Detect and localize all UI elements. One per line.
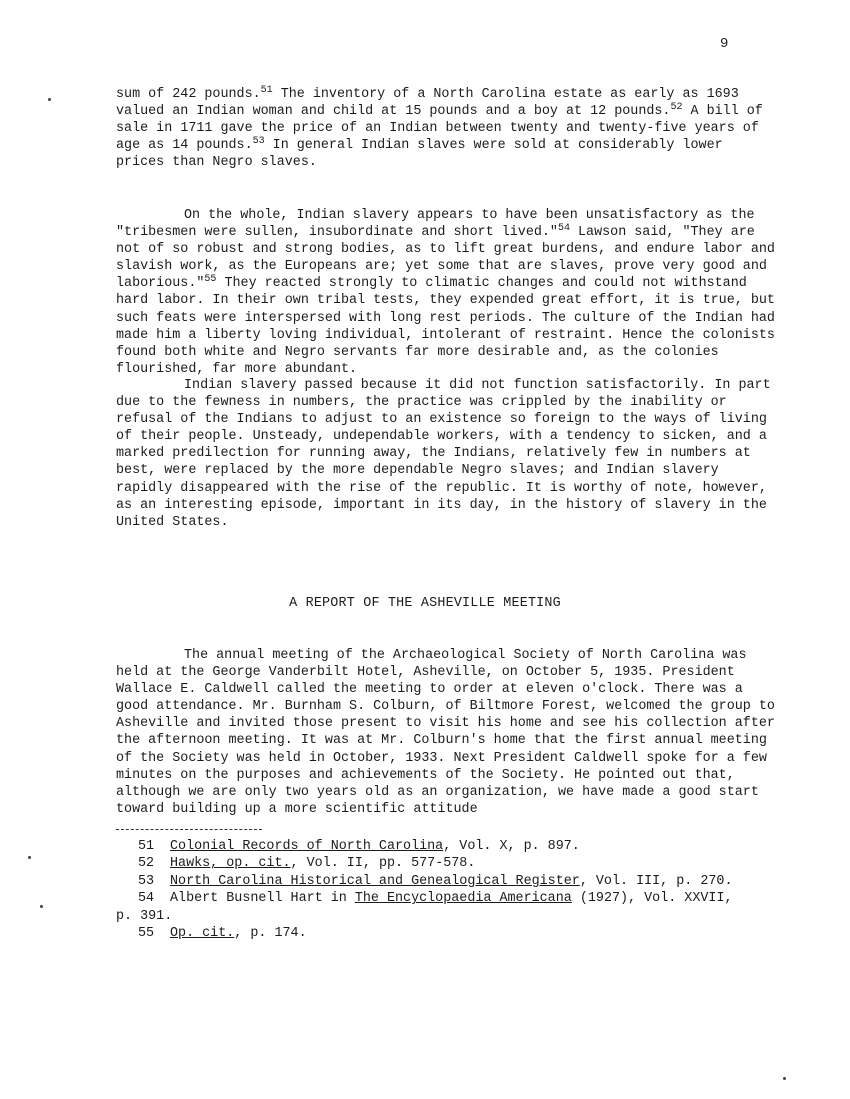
footnote-52 <box>116 855 776 872</box>
paragraph-2 <box>116 207 776 378</box>
footnote-ref-53: 53 <box>252 136 265 148</box>
footnote-rest: , p. 174. <box>234 926 307 942</box>
footnote-ref-54: 54 <box>557 223 570 235</box>
footnote-rest: , Vol. II, pp. 577-578. <box>290 856 476 872</box>
footnote-number: 53 <box>138 873 155 889</box>
footnote-number: 51 <box>138 839 155 854</box>
scan-speck <box>28 856 31 859</box>
footnote-title: Op. cit. <box>170 926 235 942</box>
paragraph-3 <box>116 377 776 531</box>
footnote-54 <box>116 890 776 907</box>
paragraph-2-text-b: Lawson said, "They are not of so robust and strong bodies, as to lift great burdens, and endure labor and slavish work, as the Europeans are; yet some that are slaves, prove very good and laborious." <box>116 225 775 292</box>
footnote-title: The Encyclopaedia Americana <box>354 891 572 907</box>
paragraph-1-text-d: In general Indian slaves were sold at considerably lower prices than Negro slaves. <box>116 138 723 171</box>
footnote-51 <box>116 838 776 855</box>
footnote-54-continued: p. 391. <box>116 908 173 924</box>
scan-speck <box>40 905 43 908</box>
paragraph-2-text-a: On the whole, Indian slavery appears to have been unsatisfactory as the "tribesmen were sullen, insubordinate and short lived." <box>116 208 755 241</box>
scan-speck <box>48 98 51 101</box>
footnote-title: Colonial Records of North Carolina <box>170 839 444 854</box>
paragraph-1-text-a: sum of 242 pounds. <box>116 87 261 102</box>
footnote-rest: , Vol. X, p. 897. <box>443 839 580 854</box>
paragraph-2-text-c: They reacted strongly to climatic changes and could not withstand hard labor. In their own tribal tests, they expended great effort, it is true, but such feats were interspersed with long rest periods. The culture of the Indian had made him a liberty loving individual, intolerant of restraint. Hence the colonists found both white and Negro servants far more desirable and, as the colonies flourished, far more abundant. <box>116 276 775 377</box>
paragraph-4-text: The annual meeting of the Archaeological Society of North Carolina was held at the George Vanderbilt Hotel, Asheville, on October 5, 1935. President Wallace E. Caldwell called the meeting to order at eleven o'clock. There was a good attendance. Mr. Burnham S. Colburn, of Biltmore Forest, welcomed the group to Asheville and invited those present to visit his home and see his collection after the afternoon meeting. It was at Mr. Colburn's home that the first annual meeting of the Society was held in October, 1933. Next President Caldwell spoke for a few minutes on the purposes and achievements of the Society. He pointed out that, although we are only two years old as an organization, we have made a good start toward building up a more scientific attitude <box>116 648 775 817</box>
paragraph-3-text: Indian slavery passed because it did not function satisfactorily. In part due to the fewness in numbers, the practice was crippled by the inability or refusal of the Indians to adjust to an existence so foreign to the ways of living of their people. Unsteady, undependable workers, with a tendency to sicken, and a marked predilection for running away, the Indians, relatively few in numbers at best, were replaced by the more dependable Negro slaves; and Indian slavery rapidly disappeared with the rise of the republic. It is worthy of note, however, as an interesting episode, important in its day, in the history of slavery in the United States. <box>116 378 771 530</box>
paragraph-1 <box>116 86 776 171</box>
footnote-ref-51: 51 <box>260 85 273 96</box>
paragraph-1-text-c: A bill of sale in 1711 gave the price of an Indian between twenty and twenty-five years of age as 14 pounds. <box>116 104 763 154</box>
footnote-55 <box>116 925 776 942</box>
scan-speck <box>783 1077 786 1080</box>
footnote-title: Hawks, op. cit. <box>170 856 291 872</box>
footnote-divider <box>116 829 262 830</box>
footnote-number: 54 <box>138 891 155 907</box>
footnote-ref-55: 55 <box>204 274 217 286</box>
page-number: 9 <box>720 36 729 52</box>
footnote-rest: , Vol. III, p. 270. <box>579 873 733 889</box>
footnote-title: North Carolina Historical and Genealogical Register <box>170 873 580 889</box>
paragraph-1-text-b: The inventory of a North Carolina estate as early as 1693 valued an Indian woman and child at 15 pounds and a boy at 12 pounds. <box>116 87 739 120</box>
paragraph-4 <box>116 647 776 818</box>
footnote-53 <box>116 873 776 890</box>
footnotes <box>116 838 776 942</box>
footnote-pre: Albert Busnell Hart in <box>170 891 355 907</box>
footnote-number: 55 <box>138 926 155 942</box>
footnote-rest: (1927), Vol. XXVII, <box>571 891 733 907</box>
section-heading: A REPORT OF THE ASHEVILLE MEETING <box>289 596 561 611</box>
footnote-number: 52 <box>138 856 155 872</box>
footnote-ref-52: 52 <box>670 102 683 114</box>
